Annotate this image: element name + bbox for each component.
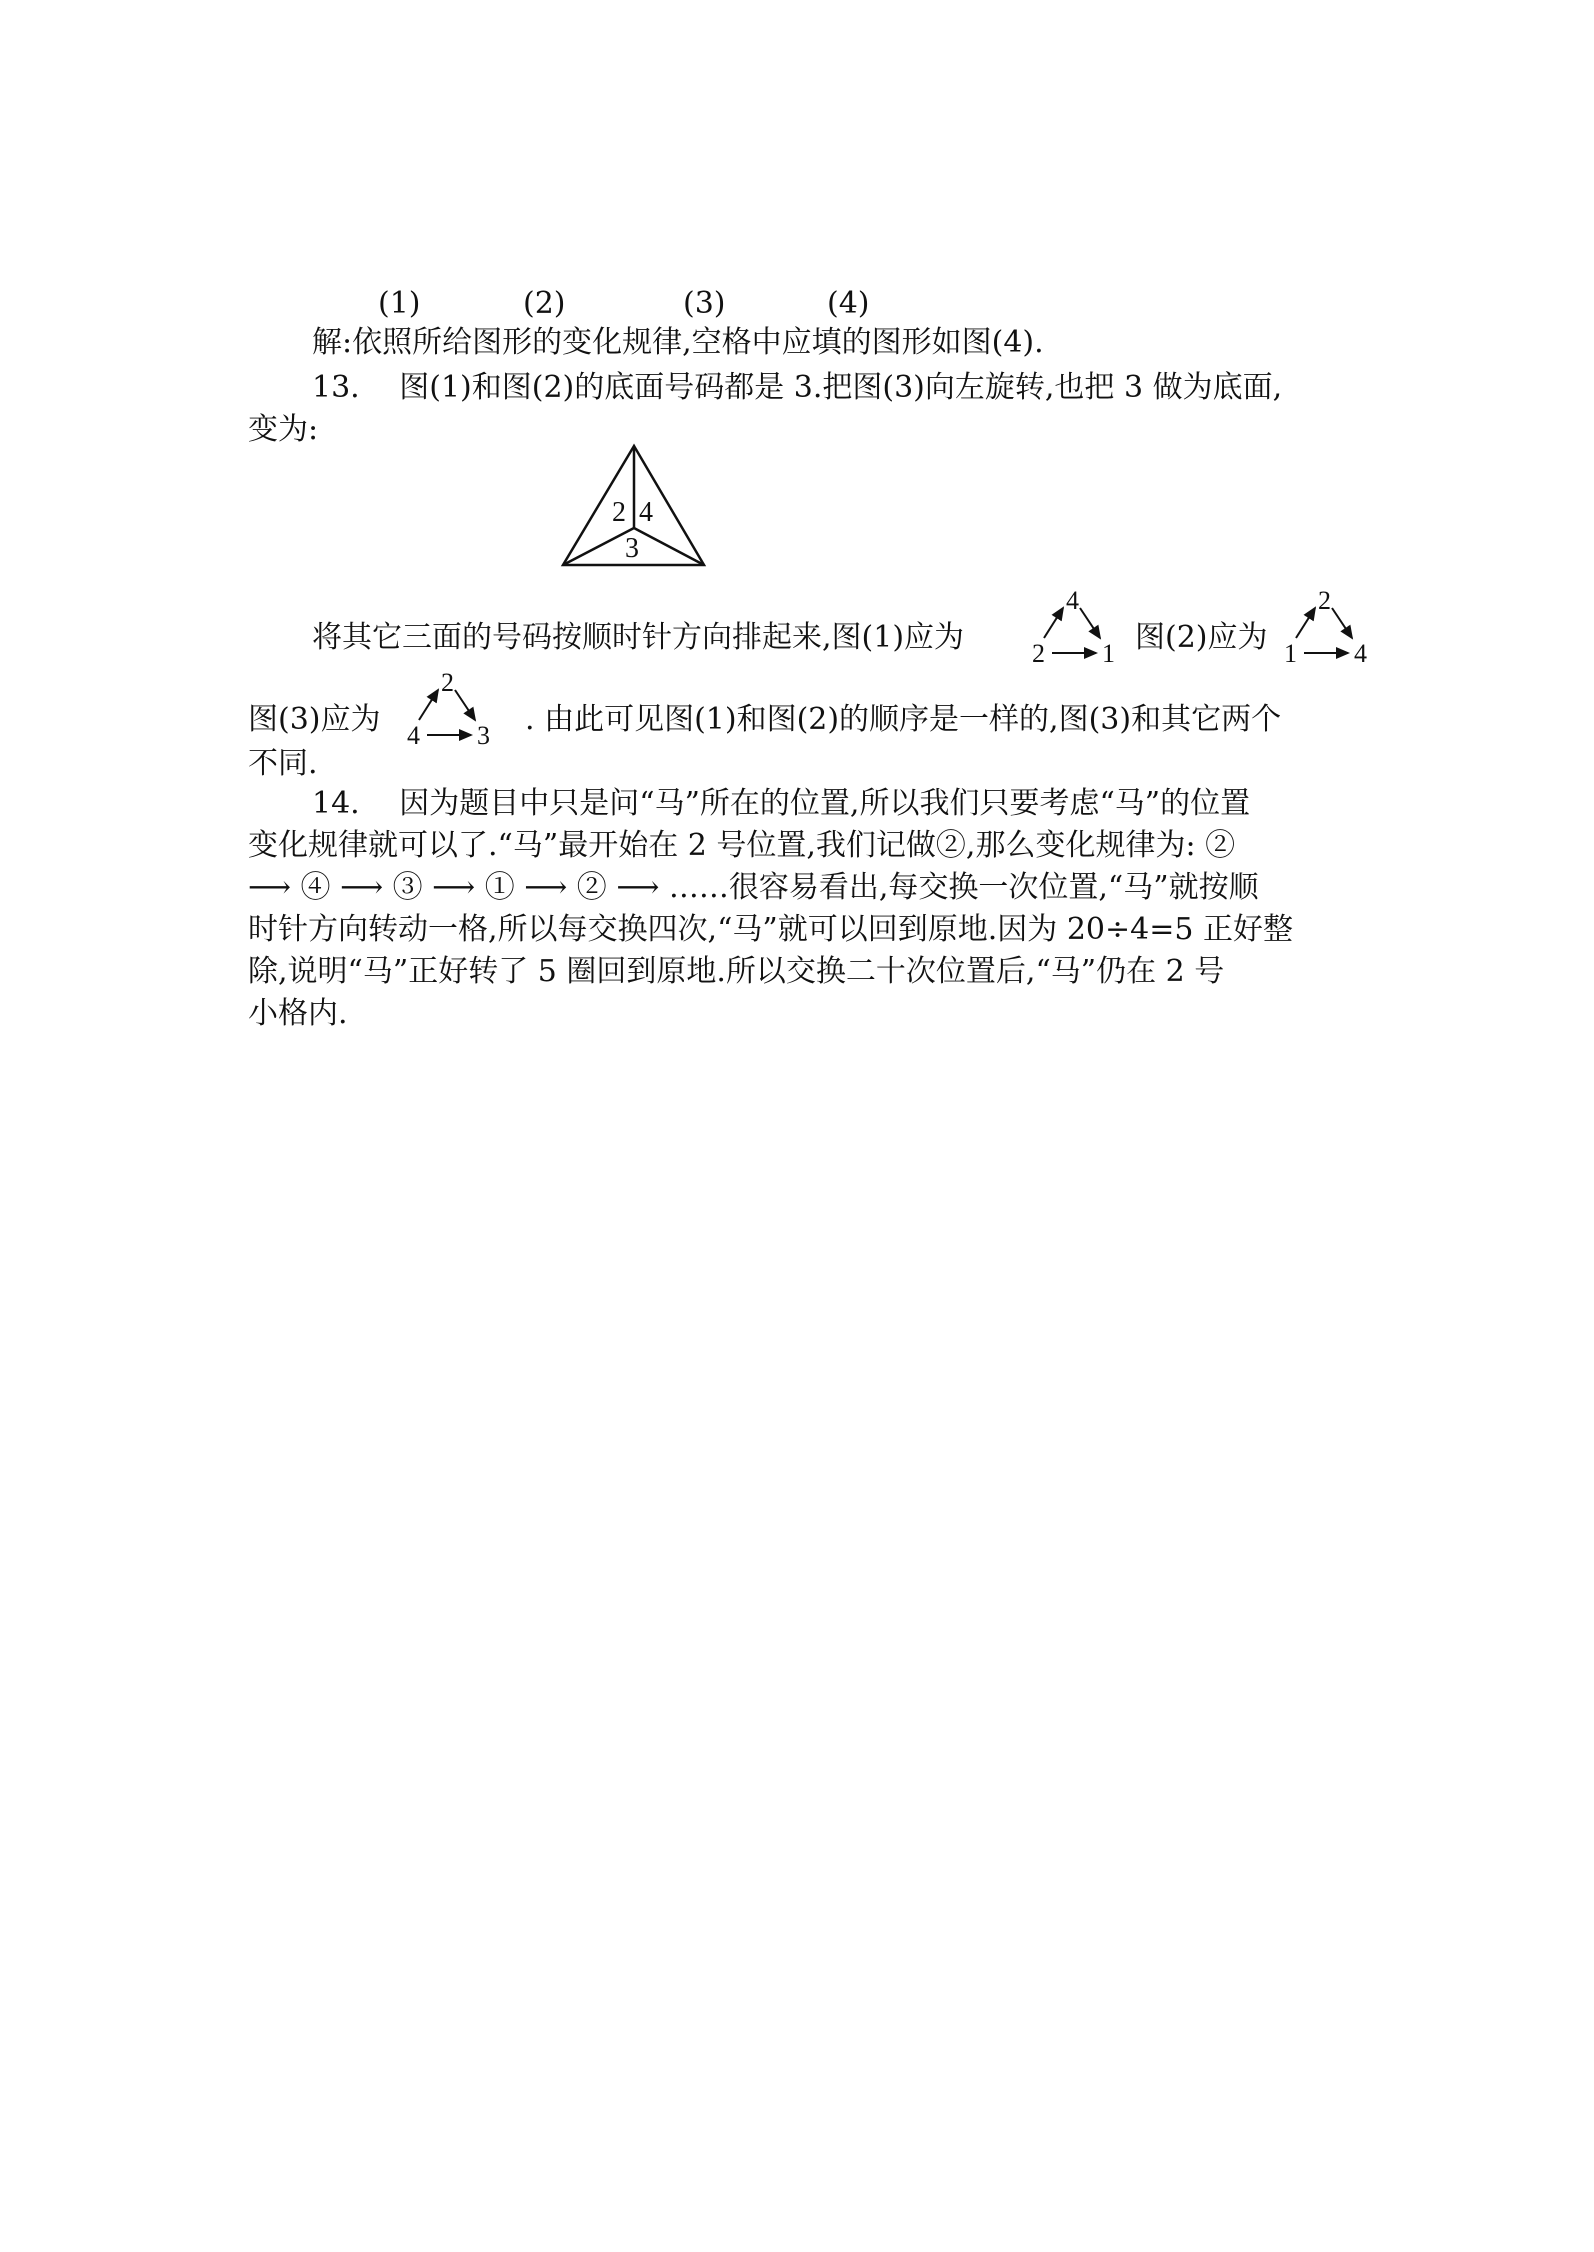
triangle-face-bottom: 3 [625, 533, 639, 564]
cycle1-right: 1 [1102, 639, 1115, 666]
answer-12: 解:依照所给图形的变化规律,空格中应填的图形如图(4). [312, 325, 1044, 360]
cycle3-top: 2 [441, 668, 454, 697]
cycle2-top: 2 [1318, 586, 1331, 615]
fig-label-3: (3) [683, 286, 726, 321]
cycle1-left: 2 [1032, 639, 1045, 666]
fig-label-2: (2) [523, 286, 566, 321]
cycle3-left: 4 [407, 721, 420, 748]
p13-line2: 变为: [248, 412, 319, 447]
p13b-fig2-text: 图(2)应为 [1135, 620, 1268, 655]
cycle-diagram-3 [405, 668, 495, 748]
triangle-face-left: 2 [612, 497, 626, 528]
p13b-line3: 不同. [248, 746, 318, 781]
triangle-face-right: 4 [639, 497, 653, 528]
fig-label-4: (4) [827, 286, 870, 321]
p13-line1: 13. 图(1)和图(2)的底面号码都是 3.把图(3)向左旋转,也把 3 做为底面, [312, 370, 1283, 405]
cycle-diagram-1 [1030, 586, 1120, 666]
cycle3-right: 3 [477, 721, 490, 748]
cycle-diagram-2 [1282, 586, 1372, 666]
p13b-line1: 将其它三面的号码按顺时针方向排起来,图(1)应为 [312, 620, 965, 655]
numbered-triangle-figure [555, 440, 715, 580]
cycle2-left: 1 [1284, 639, 1297, 666]
p14-line2: 变化规律就可以了.“马”最开始在 2 号位置,我们记做②,那么变化规律为: ② [248, 828, 1236, 863]
p14-line4: 时针方向转动一格,所以每交换四次,“马”就可以回到原地.因为 20÷4=5 正好整 [248, 912, 1293, 947]
p13b-line2-b: . 由此可见图(1)和图(2)的顺序是一样的,图(3)和其它两个 [525, 702, 1282, 737]
p14-line3: ⟶ ④ ⟶ ③ ⟶ ① ⟶ ② ⟶ ……很容易看出,每交换一次位置,“马”就按顺 [248, 870, 1259, 905]
p14-line1: 14. 因为题目中只是问“马”所在的位置,所以我们只要考虑“马”的位置 [312, 786, 1251, 821]
cycle1-top: 4 [1066, 586, 1079, 615]
fig-label-1: (1) [378, 286, 421, 321]
p13b-line2-a: 图(3)应为 [248, 702, 381, 737]
p14-line5: 除,说明“马”正好转了 5 圈回到原地.所以交换二十次位置后,“马”仍在 2 号 [248, 954, 1225, 989]
cycle2-right: 4 [1354, 639, 1367, 666]
p14-line6: 小格内. [248, 996, 348, 1031]
